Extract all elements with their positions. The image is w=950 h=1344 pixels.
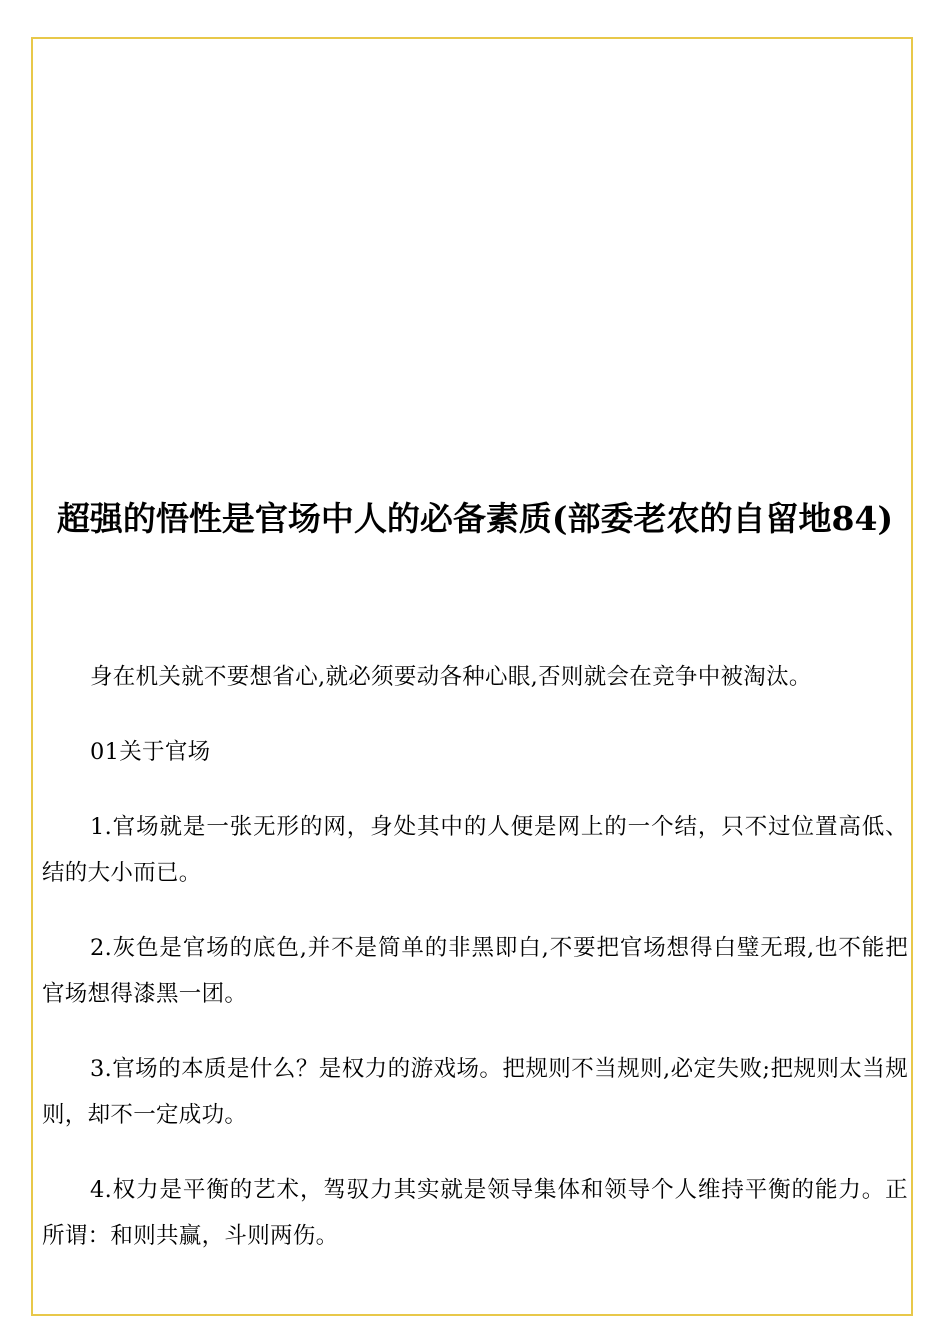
- section-heading: 01关于官场: [90, 739, 211, 765]
- list-item-4: 4.权力是平衡的艺术，驾驭力其实就是领导集体和领导个人维持平衡的能力。正所谓：和则共赢，斗则两伤。: [42, 1177, 908, 1249]
- intro-paragraph: 身在机关就不要想省心,就必须要动各种心眼,否则就会在竞争中被淘汰。: [90, 664, 812, 690]
- list-item-2: 2.灰色是官场的底色,并不是简单的非黑即白,不要把官场想得白璧无瑕,也不能把官场想得漆黑一团。: [42, 935, 908, 1007]
- document-title: 超强的悟性是官场中人的必备素质(部委老农的自留地84): [56, 499, 894, 538]
- document-body: [42, 654, 908, 1259]
- list-item-1: 1.官场就是一张无形的网，身处其中的人便是网上的一个结，只不过位置高低、结的大小而已。: [42, 814, 908, 886]
- list-item-3: 3.官场的本质是什么？是权力的游戏场。把规则不当规则,必定失败;把规则太当规则，却不一定成功。: [42, 1056, 908, 1128]
